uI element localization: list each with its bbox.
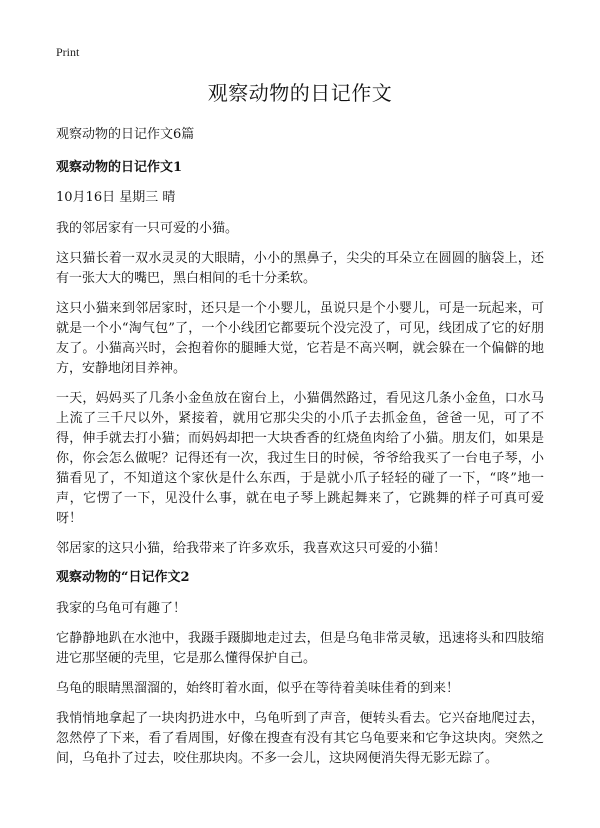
entry-paragraph: 乌龟的眼睛黑溜溜的，始终盯着水面，似乎在等待着美味佳肴的到来！ [56,681,460,696]
entry-paragraph: 这只猫长着一双水灵灵的大眼睛，小小的黑鼻子，尖尖的耳朵立在圆圆的脑袋上，还有一张大大的嘴巴，黑白相间的毛十分柔软。 [56,251,544,286]
entry-paragraph: 我悄悄地拿起了一块肉扔进水中，乌龟听到了声音，便转头看去。它兴奋地爬过去，忽然停了下来，看了看周围，好像在搜查有没有其它乌龟要来和它争这块肉。突然之间，乌龟扑了过去，咬住那块肉。不多一会儿，这块网便消失得无影无踪了。 [56,711,544,766]
document-subtitle: 观察动物的日记作文6篇 [56,127,195,142]
entry-paragraph: 邻居家的这只小猫，给我带来了许多欢乐，我喜欢这只可爱的小猫！ [56,541,447,556]
page-title: 观察动物的日记作文 [207,81,393,105]
entry-heading: 观察动物的“日记作文2 [56,570,190,585]
entry-paragraph: 这只小猫来到邻居家时，还只是一个小婴儿，虽说只是个小婴儿，可是一玩起来，可就是一个小“淘气包”了，一个小线团它都要玩个没完没了，可见，线团成了它的好朋友了。小猫高兴时，会抱着你的腿睡大觉，它若是不高兴啊，就会躲在一个偏僻的地方，安静地闭目养神。 [56,301,544,376]
entry-paragraph: 它静静地趴在水池中，我蹑手蹑脚地走过去，但是乌龟非常灵敏，迅速将头和四肢缩进它那坚硬的壳里，它是那么懂得保护自己。 [56,631,544,666]
entry-paragraph: 我家的乌龟可有趣了！ [56,601,187,616]
diary-entry-2 [56,569,544,769]
entry-heading: 观察动物的日记作文1 [56,160,183,175]
entry-paragraph: 一天，妈妈买了几条小金鱼放在窗台上，小猫偶然路过，看见这几条小金鱼，口水马上流了三千尺以外，紧接着，就用它那尖尖的小爪子去抓金鱼，爸爸一见，可了不得，伸手就去打小猫；而妈妈却把一大块香香的红烧鱼肉给了小猫。朋友们，如果是你，你会怎么做呢？记得还有一次，我过生日的时候，爷爷给我买了一台电子琴，小猫看见了，不知道这个家伙是什么东西，于是就小爪子轻轻的碰了一下，“咚”地一声，它愣了一下，见没什么事，就在电子琴上跳起舞来了，它跳舞的样子可真可爱呀！ [56,391,544,526]
print-link[interactable]: Print [56,45,80,59]
entry-paragraph: 我的邻居家有一只可爱的小猫。 [56,221,239,236]
entry-date: 10月16日 星期三 晴 [56,190,176,205]
diary-entry-1 [56,159,544,559]
